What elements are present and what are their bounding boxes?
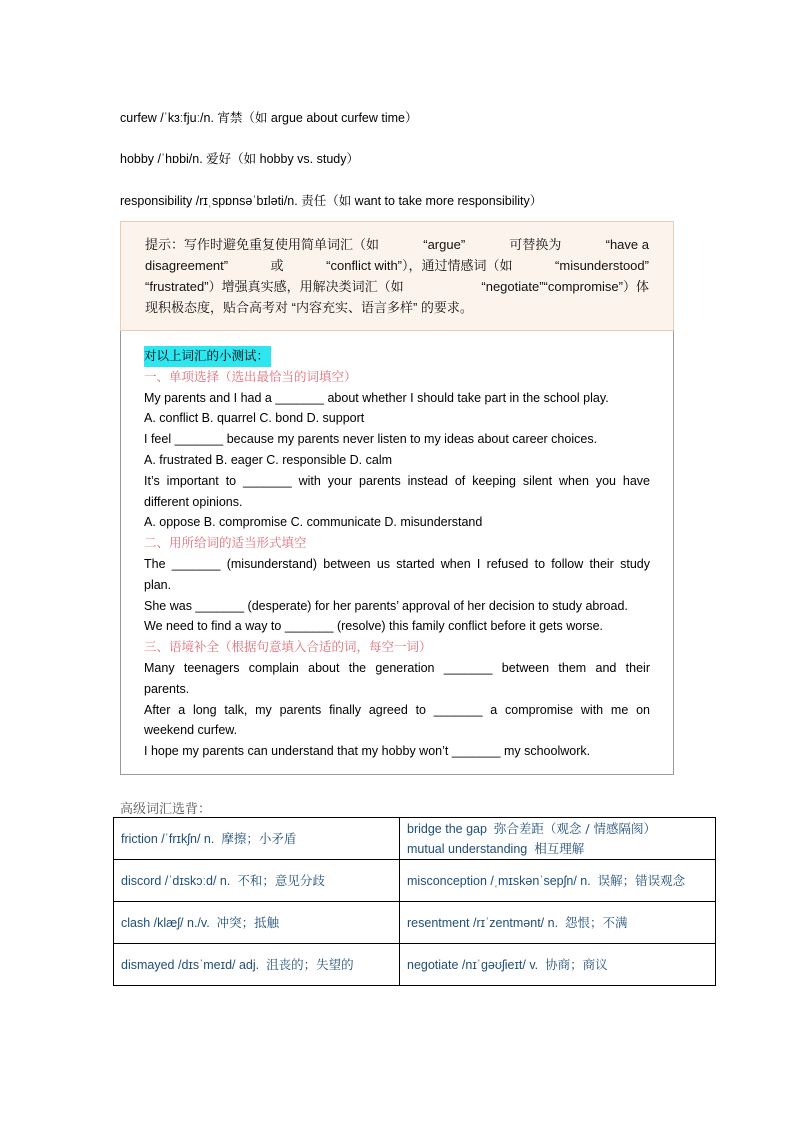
term: friction /ˈfrɪkʃn/ n.: [121, 831, 215, 846]
definition: 协商；商议: [545, 956, 608, 972]
tip-text: 现积极态度，贴合高考对 “内容充实、语言多样” 的要求。: [145, 300, 473, 315]
advanced-vocab-table: [113, 817, 716, 986]
term: bridge the gap: [407, 821, 487, 836]
tip-line-1: [145, 234, 649, 255]
question-2: I feel _______ because my parents never listen to my ideas about career choices.: [144, 432, 598, 447]
vocab-cell: [400, 860, 716, 902]
vocab-cell: [400, 944, 716, 986]
term: negotiate /nɪˈɡəʊʃieɪt/ v.: [407, 957, 539, 972]
tip-line-3: [145, 276, 649, 297]
question-7-line-1: Many teenagers complain about the generation _______ between them and their: [144, 660, 650, 675]
question-5: She was _______ (desperate) for her parents’ approval of her decision to study abroad.: [144, 598, 628, 613]
question-3-options: A. oppose B. compromise C. communicate D. misunderstand: [144, 515, 483, 530]
question-9: I hope my parents can understand that my hobby won’t _______ my schoolwork.: [144, 744, 591, 759]
table-row: [114, 860, 716, 902]
term: dismayed /dɪsˈmeɪd/ adj.: [121, 957, 260, 972]
definition: 摩擦；小矛盾: [221, 830, 297, 846]
term: resentment /rɪˈzentmənt/ n.: [407, 915, 559, 930]
table-row: [114, 902, 716, 944]
tip-text: disagreement”: [145, 258, 229, 273]
tip-text: “misunderstood”: [555, 258, 649, 273]
question-7-line-2: parents.: [144, 681, 190, 696]
definition: 冲突；抵触: [216, 914, 280, 930]
definition: 弥合差距（观念 / 情感隔阂）: [493, 820, 657, 836]
table-row: [114, 944, 716, 986]
definition: 沮丧的；失望的: [266, 956, 354, 972]
table-row: [114, 818, 716, 860]
section-heading-context-completion: 三、语境补全（根据句意填入合适的词，每空一词）: [144, 639, 432, 655]
tip-text: 或: [270, 258, 284, 273]
question-6: We need to find a way to _______ (resolve) this family conflict before it gets worse.: [144, 619, 604, 634]
question-4-line-2: plan.: [144, 577, 172, 592]
tip-text: 可替换为: [509, 237, 562, 252]
section-heading-multiple-choice: 一、单项选择（选出最恰当的词填空）: [144, 368, 357, 384]
tip-text: “have a: [605, 237, 649, 252]
question-3-line-2: different opinions.: [144, 494, 243, 509]
vocab-cell: [400, 818, 716, 860]
tip-text: “frustrated”）增强真实感，用解决类词汇（如: [145, 279, 404, 294]
tip-text: “argue”: [423, 237, 466, 252]
term: discord /ˈdɪskɔːd/ n.: [121, 873, 231, 888]
writing-tip-box: [120, 221, 674, 331]
vocab-line-hobby: hobby /ˈhɒbi/n. 爱好（如 hobby vs. study）: [120, 152, 359, 166]
question-1: My parents and I had a _______ about whether I should take part in the school play.: [144, 390, 609, 405]
section-heading-word-forms: 二、用所给词的适当形式填空: [144, 535, 307, 551]
term: mutual understanding: [407, 841, 528, 856]
vocab-line-responsibility: responsibility /rɪˌspɒnsəˈbɪləti/n. 责任（如 want to take more responsibility）: [120, 194, 543, 208]
question-8-line-2: weekend curfew.: [144, 723, 238, 738]
vocab-cell: [400, 902, 716, 944]
question-3-line-1: It’s important to _______ with your parents instead of keeping silent when you have: [144, 473, 650, 488]
tip-text: 提示：写作时避免重复使用简单词汇（如: [145, 237, 380, 252]
question-8-line-1: After a long talk, my parents finally agreed to _______ a compromise with me on: [144, 702, 650, 717]
vocab-cell: [114, 944, 400, 986]
definition: 不和；意见分歧: [237, 872, 325, 888]
definition: 误解；错误观念: [597, 872, 686, 888]
term: misconception /ˌmɪskənˈsepʃn/ n.: [407, 873, 591, 888]
definition: 怨恨；不满: [565, 914, 628, 930]
tip-line-2: [145, 255, 649, 276]
question-2-options: A. frustrated B. eager C. responsible D. calm: [144, 452, 393, 467]
quiz-title: 对以上词汇的小测试：: [144, 346, 271, 367]
tip-text: “negotiate”“compromise”）体: [481, 279, 649, 294]
definition: 相互理解: [534, 840, 585, 856]
vocab-cell: [114, 860, 400, 902]
tip-line-4: [145, 297, 649, 318]
vocab-line-curfew: curfew /ˈkɜːfjuː/n. 宵禁（如 argue about curfew time）: [120, 111, 418, 125]
question-4-line-1: The _______ (misunderstand) between us started when I refused to follow their study: [144, 556, 650, 571]
term: clash /klæʃ/ n./v.: [121, 915, 210, 930]
question-1-options: A. conflict B. quarrel C. bond D. support: [144, 411, 365, 426]
vocab-quiz-box: [120, 331, 674, 775]
tip-text: “conflict with”），通过情感词（如: [326, 258, 513, 273]
vocab-cell: [114, 818, 400, 860]
advanced-vocab-heading: 高级词汇选背：: [120, 802, 212, 817]
vocab-cell: [114, 902, 400, 944]
